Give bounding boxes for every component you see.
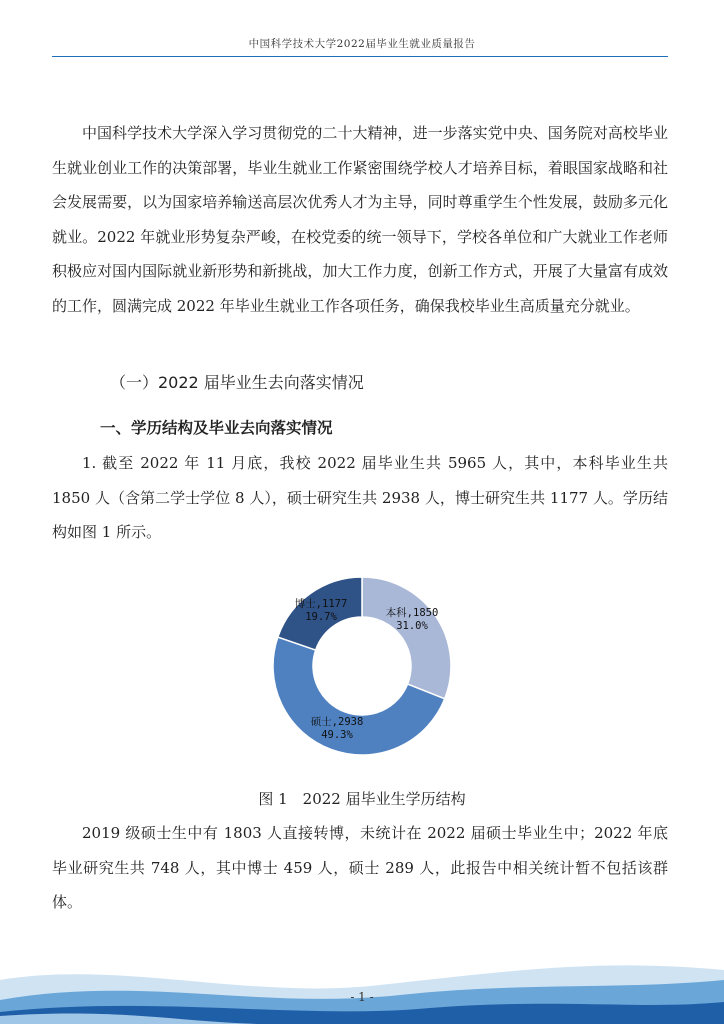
education-structure-chart xyxy=(262,570,462,762)
slice-percent-2: 49.3% xyxy=(321,729,353,741)
header-title: 中国科学技术大学2022届毕业生就业质量报告 xyxy=(248,38,476,50)
section-heading: （一）2022 届毕业生去向落实情况 xyxy=(110,373,364,392)
slice-label-1: 本科,1850 xyxy=(385,607,439,619)
figure-caption: 图 1 2022 届毕业生学历结构 xyxy=(258,790,466,808)
intro-paragraph: 中国科学技术大学深入学习贯彻党的二十大精神，进一步落实党中央、国务院对高校毕业生就业创业工作的决策部署，毕业生就业工作紧密围绕学校人才培养目标，着眼国家战略和社会发展需要，以为国家培养输送高层次优秀人才为主导，同时尊重学生个性发展，鼓励多元化就业。2022 年就业形势复杂严峻，在校党委的统一领导下，学校各单位和广大就业工作老师积极应对国内国际就业新形势和新挑战，加大工作力度，创新工作方式，开展了大量富有成效的工作，圆满完成 2022 年毕业生就业工作各项任务，确保我校毕业生高质量充分就业。 xyxy=(52,124,668,315)
slice-label-2: 硕士,2938 xyxy=(310,716,364,728)
donut-slice-1 xyxy=(362,577,451,699)
structure-paragraph: 1. 截至 2022 年 11 月底，我校 2022 届毕业生共 5965 人，其中，本科毕业生共 1850 人（含第二学士学位 8 人），硕士研究生共 2938 人，博士研究生共 1177 人。学历结构如图 1 所示。 xyxy=(52,454,668,541)
subsection-heading: 一、学历结构及毕业去向落实情况 xyxy=(100,419,333,437)
footer-wave-decoration xyxy=(0,950,724,1024)
slice-percent-1: 31.0% xyxy=(396,620,428,632)
slice-label-3: 博士,1177 xyxy=(294,598,348,610)
slice-percent-3: 19.7% xyxy=(305,611,337,623)
header-divider xyxy=(52,56,668,57)
page-number: - 1 - xyxy=(350,990,374,1004)
donut-chart-svg xyxy=(262,570,462,762)
note-paragraph: 2019 级硕士生中有 1803 人直接转博，未统计在 2022 届硕士毕业生中；2022 年底毕业研究生共 748 人，其中博士 459 人，硕士 289 人，此报告中相关统计暂不包括该群体。 xyxy=(52,824,668,911)
